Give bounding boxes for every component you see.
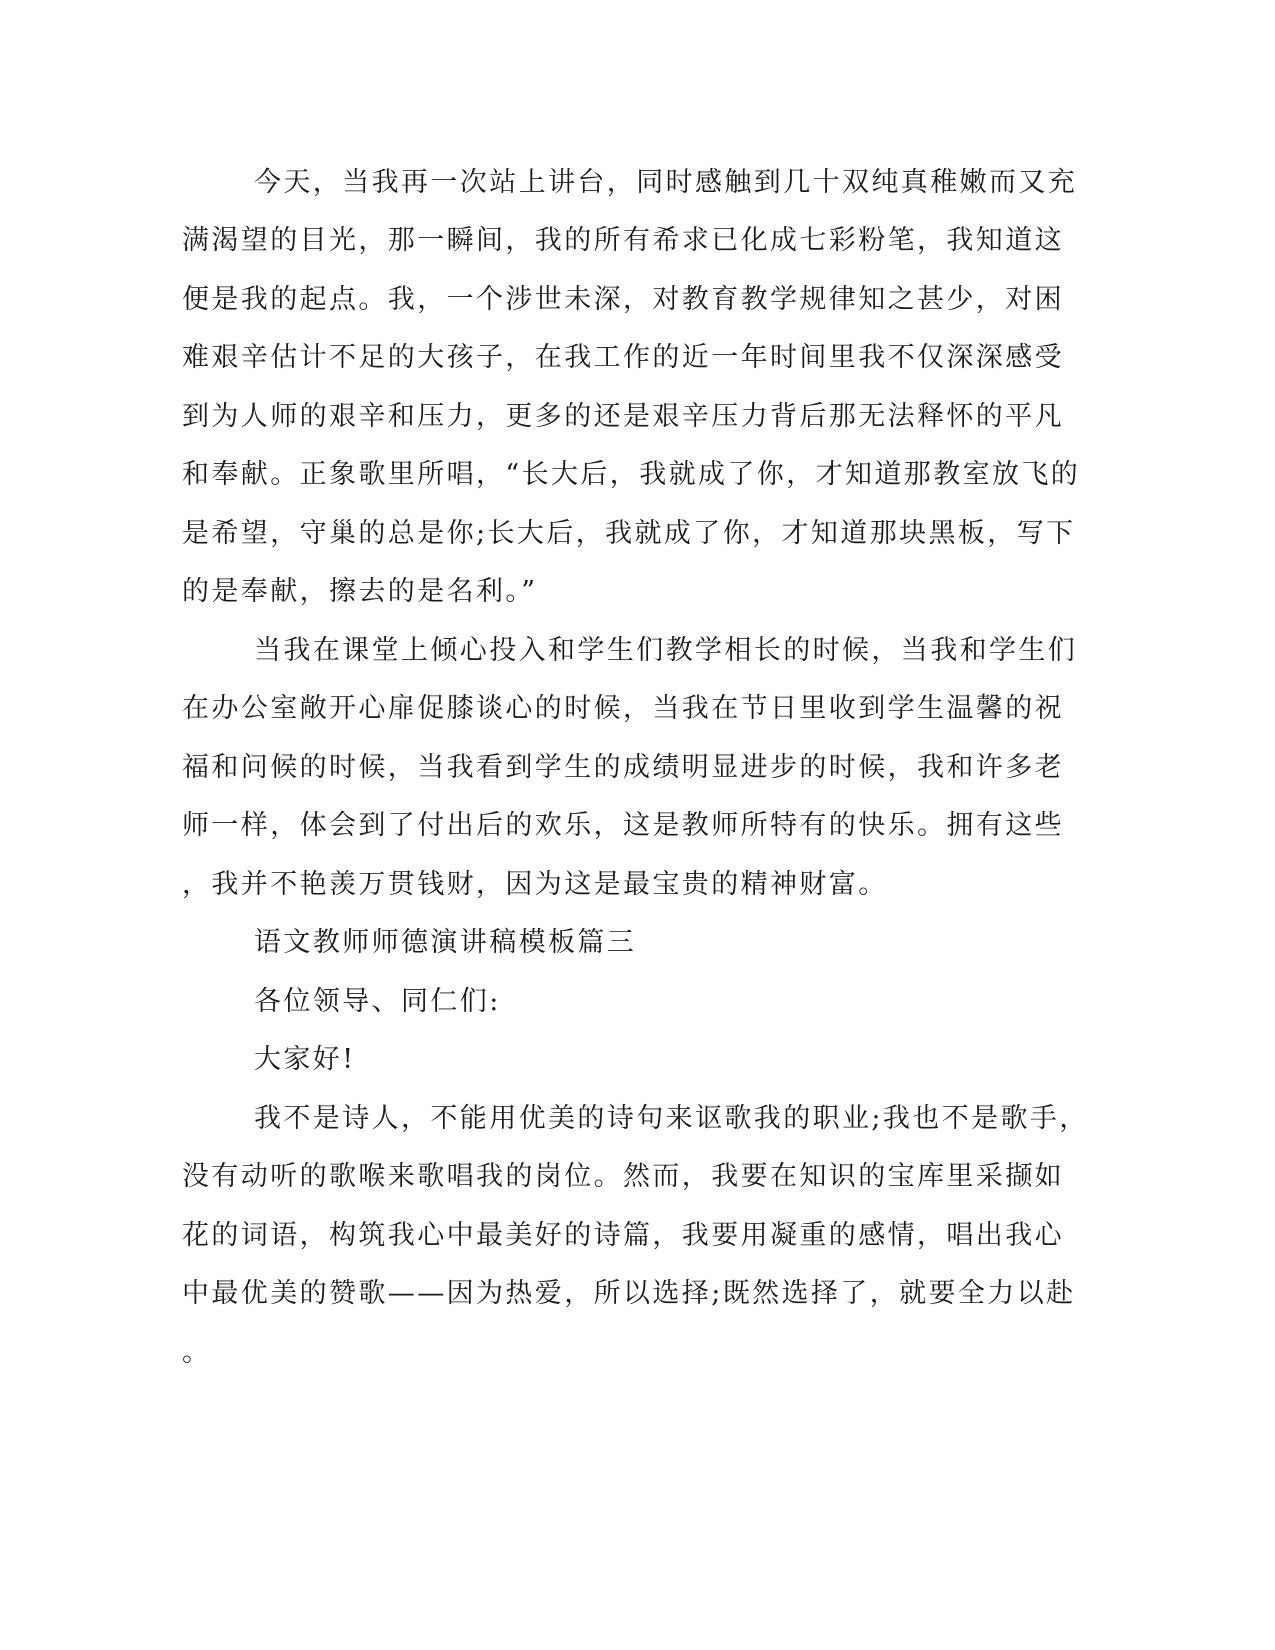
text-line: 便是我的起点。我，一个涉世未深，对教育教学规律知之甚少，对困 [182,284,1064,315]
text-line: 中最优美的赞歌——因为热爱，所以选择;既然选择了，就要全力以赴 [182,1278,1076,1309]
text-line: 在办公室敞开心扉促膝谈心的时候，当我在节日里收到学生温馨的祝 [182,693,1064,724]
text-line: 我不是诗人，不能用优美的诗句来讴歌我的职业;我也不是歌手， [254,1103,1089,1134]
text-line: 师一样，体会到了付出后的欢乐，这是教师所特有的快乐。拥有这些 [182,810,1064,841]
text-line: 当我在课堂上倾心投入和学生们教学相长的时候，当我和学生们 [254,635,1078,666]
text-line: 难艰辛估计不足的大孩子，在我工作的近一年时间里我不仅深深感受 [182,342,1064,373]
text-line: 和奉献。正象歌里所唱，“长大后，我就成了你，才知道那教室放飞的 [182,459,1081,490]
greeting: 大家好! [254,1044,356,1075]
text-line: 福和问候的时候，当我看到学生的成绩明显进步的时候，我和许多老 [182,752,1064,783]
text-line: 花的词语，构筑我心中最美好的诗篇，我要用凝重的感情，唱出我心 [182,1220,1064,1251]
text-line: 今天，当我再一次站上讲台，同时感触到几十双纯真稚嫩而又充 [254,167,1078,198]
section-title: 语文教师师德演讲稿模板篇三 [254,927,637,958]
text-line: 的是奉献，擦去的是名利。” [182,576,538,607]
text-line: ，我并不艳羡万贯钱财，因为这是最宝贵的精神财富。 [182,869,888,900]
text-line: 是希望，守巢的总是你;长大后，我就成了你，才知道那块黑板，写下 [182,518,1076,549]
salutation: 各位领导、同仁们: [254,986,501,1017]
text-line: 。 [182,1337,212,1368]
text-line: 满渴望的目光，那一瞬间，我的所有希求已化成七彩粉笔，我知道这 [182,225,1064,256]
text-line: 到为人师的艰辛和压力，更多的还是艰辛压力背后那无法释怀的平凡 [182,401,1064,432]
text-line: 没有动听的歌喉来歌唱我的岗位。然而，我要在知识的宝库里采撷如 [182,1161,1064,1192]
